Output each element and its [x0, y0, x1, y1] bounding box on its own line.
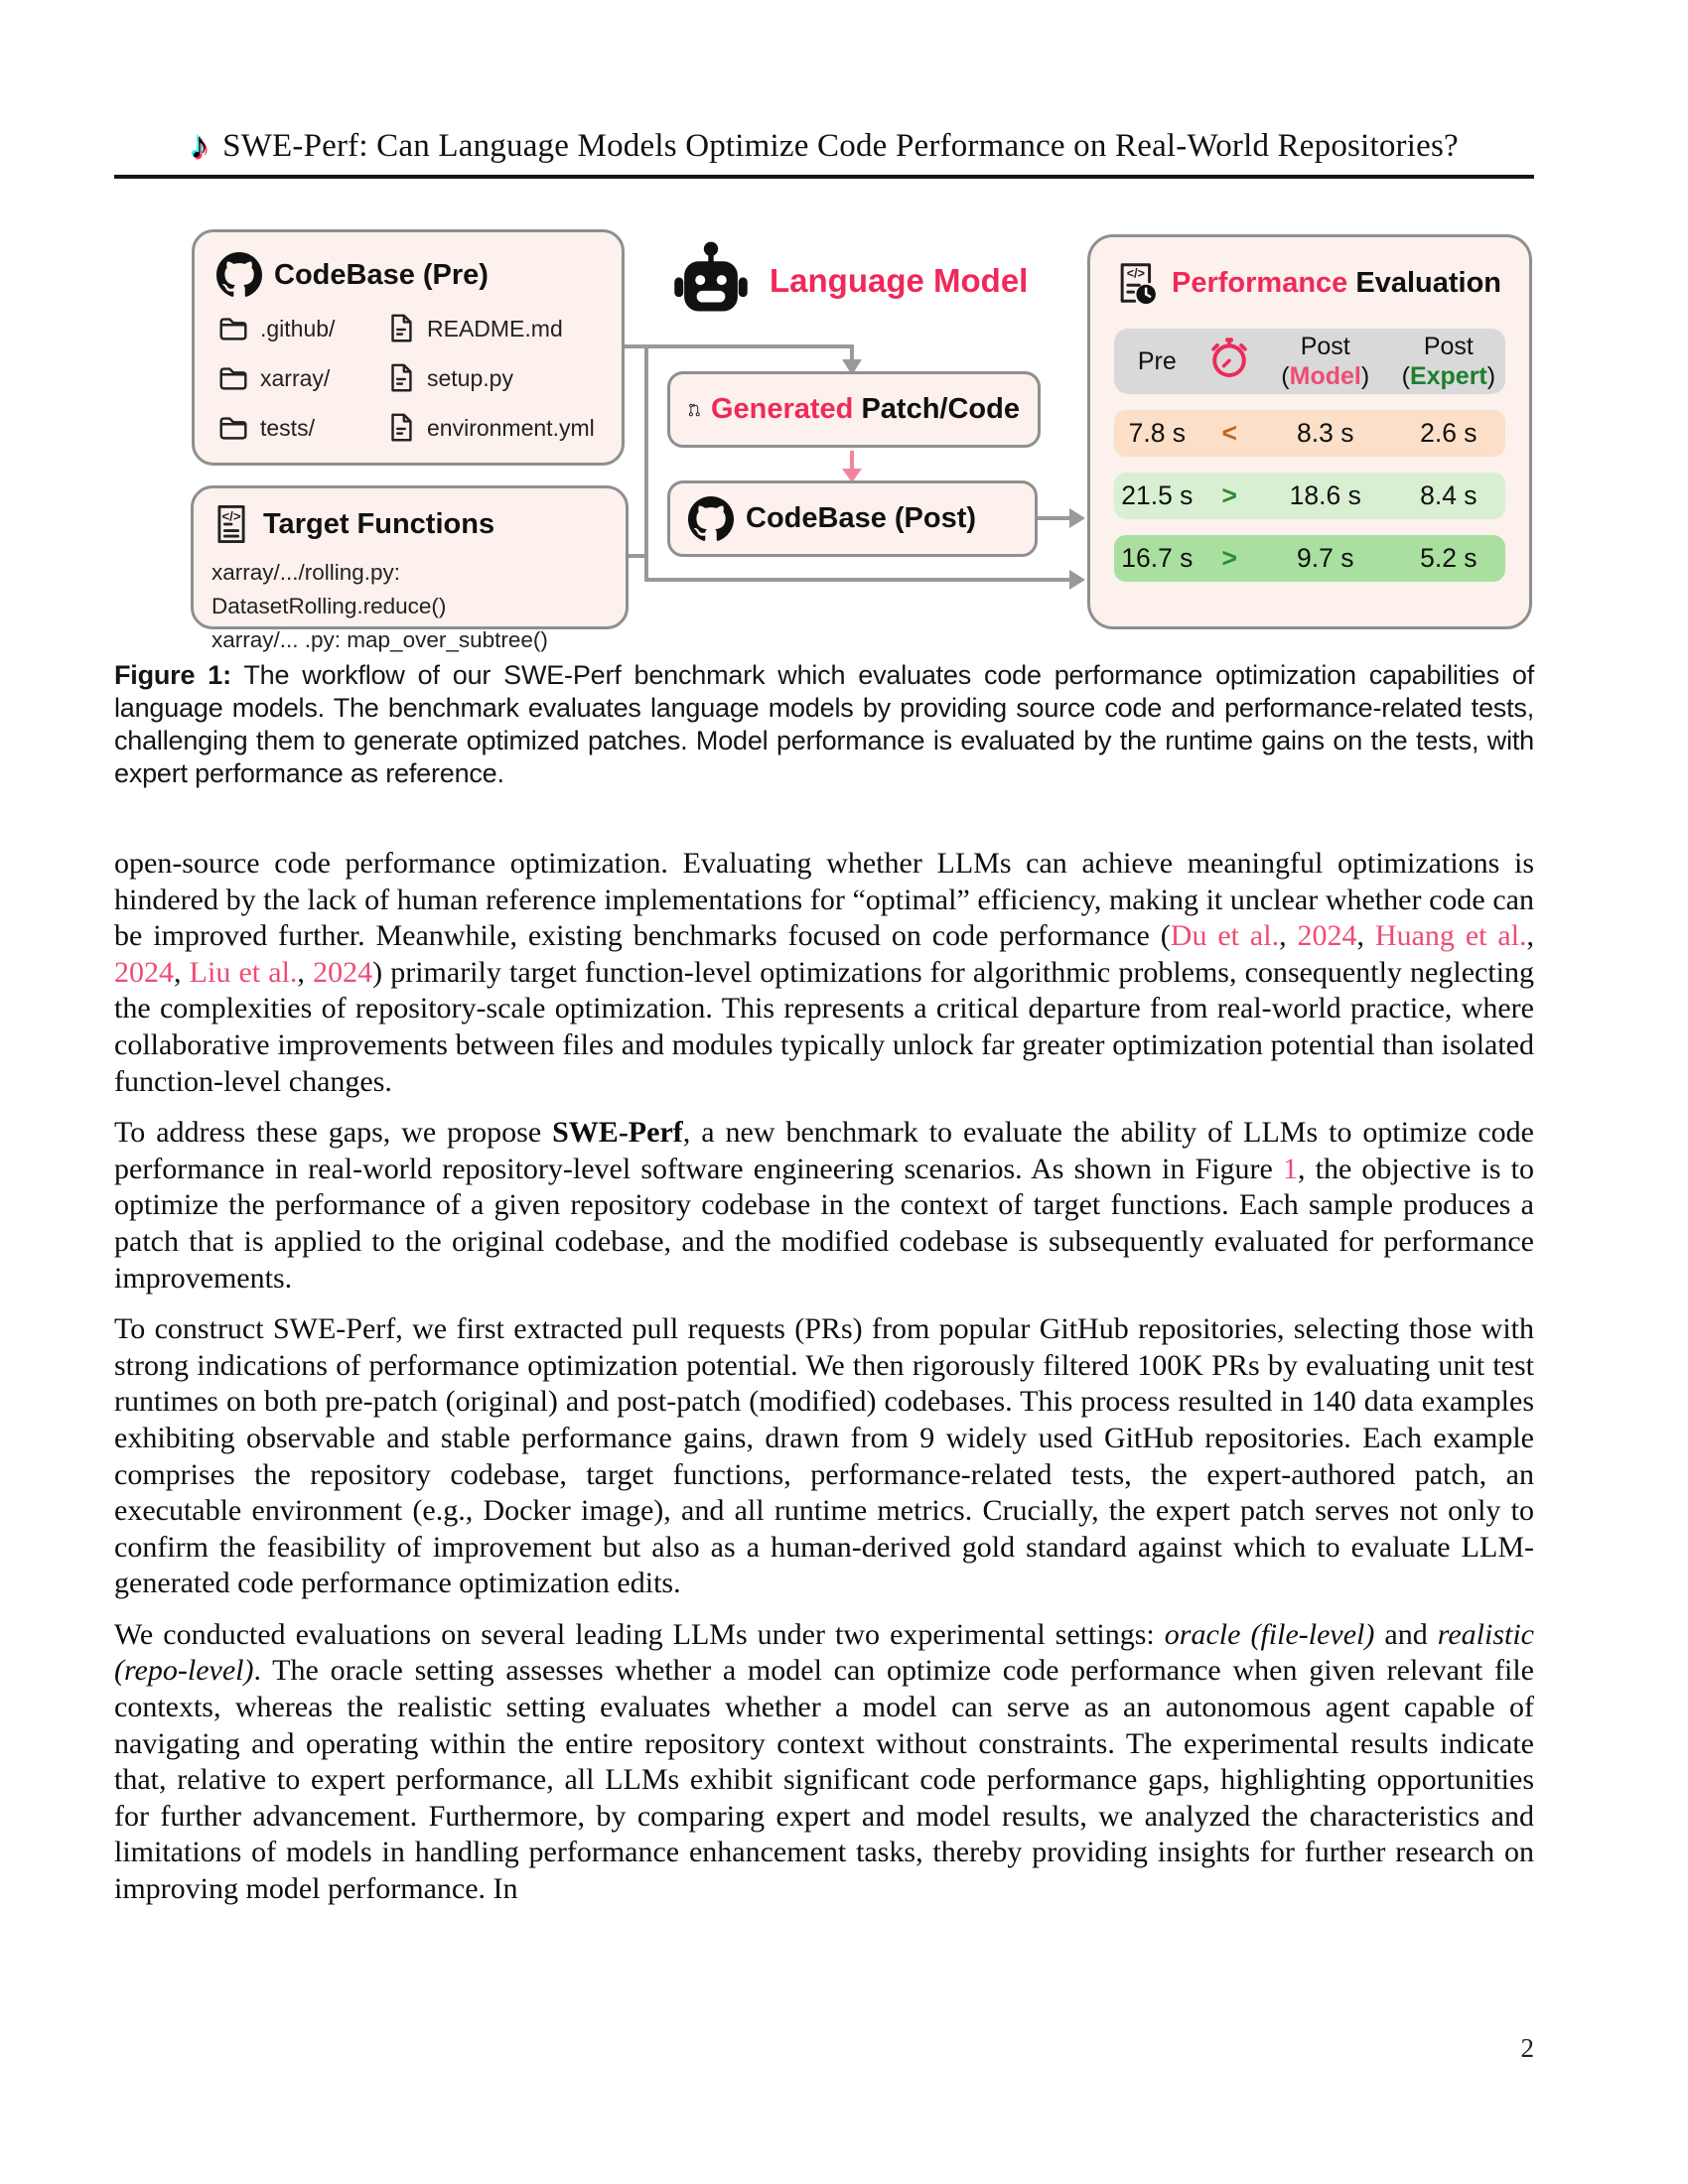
codebase-pre-title: CodeBase (Pre)	[274, 258, 489, 291]
header-pre: Pre	[1137, 346, 1177, 375]
paper-title: SWE-Perf: Can Language Models Optimize Code Performance on Real-World Repositories?	[222, 127, 1459, 164]
paper-header	[114, 127, 1534, 179]
pre-runtime: 7.8 s	[1128, 418, 1187, 448]
text-segment: , the objective is to optimize the performance of a given repository codebase in the context of target functions. Each sample produces a patch that is applied to the original codebase, and the modified codebase is subsequently evaluated for performance improvements.	[114, 1152, 1535, 1295]
header-post-model: Post (Model)	[1281, 333, 1370, 390]
post-expert-runtime: 5.2 s	[1420, 543, 1477, 573]
language-model-label: Language Model	[770, 262, 1029, 299]
file-item	[385, 411, 600, 445]
svg-text:</>: </>	[221, 508, 241, 524]
text-segment: Expert	[1409, 362, 1487, 390]
text-segment: ,	[297, 955, 314, 989]
svg-text:</>: </>	[1126, 266, 1145, 281]
comparator: >	[1221, 480, 1237, 510]
perf-row-2	[1114, 473, 1505, 519]
codebase-post-title: CodeBase (Post)	[746, 502, 977, 534]
post-expert-runtime: 8.4 s	[1420, 480, 1477, 510]
figure-caption-label: Figure 1:	[114, 660, 231, 690]
text-segment: realistic (repo-level)	[114, 1617, 1534, 1688]
tiktok-note-icon: ♪	[190, 125, 210, 167]
citation-link[interactable]: Huang et al.	[1374, 919, 1527, 953]
title-rule	[114, 175, 1534, 179]
folder-item	[216, 312, 385, 345]
code-document-icon	[211, 502, 251, 546]
perf-row-3	[1114, 535, 1505, 582]
body-text	[114, 846, 1534, 1908]
text-segment: open-source code performance optimization. Evaluating whether LLMs can achieve meaningful optimizations is hindered by the lack of human reference implementations for “optimal” efficiency, making it unclear whether code can be improved further. Meanwhile, existing benchmarks focused on code performance (	[114, 847, 1534, 953]
git-pull-request-icon	[688, 385, 701, 435]
text-segment: We conducted evaluations on several leading LLMs under two experimental settings:	[114, 1617, 1165, 1651]
target-function-line: xarray/... .py: map_over_subtree()	[211, 627, 548, 652]
text-segment: . The oracle setting assesses whether a model can optimize code performance when given relevant file contexts, whereas the realistic setting evaluates whether a model can serve as an autonomous agent capable of navigating and operating within the entire repository context without constraints. The experimental results indicate that, relative to expert performance, all LLMs exhibit significant code performance gaps, highlighting opportunities for further advancement. Furthermore, by comparing expert and model results, we analyzed the characteristics and limitations of models in handling performance enhancement tasks, thereby providing insights for further research on improving model performance. In	[114, 1654, 1534, 1906]
codebase-post-box	[667, 480, 1038, 557]
perf-row-1	[1114, 410, 1505, 457]
text-segment: , a new benchmark to evaluate the ability of LLMs to optimize code performance in real-world repository-level software engineering scenarios. As shown in Figure	[114, 1116, 1534, 1185]
folder-label: tests/	[260, 414, 315, 441]
text-segment: ,	[1526, 919, 1535, 953]
figure-caption-text: The workflow of our SWE-Perf benchmark which evaluates code performance optimization capabilities of language models. The benchmark evaluates language models by providing source code and performance-related tests, challenging them to generate optimized patches. Model performance is evaluated by the runtime gains on the tests, with expert performance as reference.	[114, 660, 1534, 788]
figure-caption	[114, 659, 1534, 790]
pre-runtime: 16.7 s	[1121, 543, 1194, 573]
text-segment: and	[1374, 1617, 1438, 1651]
file-icon	[385, 411, 417, 445]
text-segment: )	[1486, 362, 1496, 390]
paragraph-4	[114, 1617, 1534, 1908]
text-segment: ,	[1279, 919, 1298, 953]
post-model-runtime: 18.6 s	[1289, 480, 1361, 510]
generated-patch-box	[667, 371, 1041, 448]
comparator: <	[1221, 418, 1237, 448]
file-icon	[385, 361, 417, 395]
citation-link[interactable]: 2024	[114, 955, 174, 989]
file-item	[385, 312, 600, 345]
post-model-runtime: 8.3 s	[1297, 418, 1354, 448]
citation-link[interactable]: 2024	[313, 955, 373, 989]
text-segment: oracle (file-level)	[1164, 1617, 1375, 1651]
post-expert-runtime: 2.6 s	[1420, 418, 1477, 448]
folder-label: xarray/	[260, 364, 331, 391]
folder-icon	[216, 361, 250, 395]
file-item	[385, 361, 600, 395]
github-icon	[216, 252, 262, 298]
paragraph-3	[114, 1311, 1534, 1602]
text-segment: To construct SWE-Perf, we first extracted pull requests (PRs) from popular GitHub repositories, selecting those with strong indications of performance optimization potential. We then rigorously filtered 100K PRs by evaluating unit test runtimes on both pre-patch (original) and post-patch (modified) codebases. This process resulted in 140 data examples exhibiting observable and stable performance gains, drawn from 9 widely used GitHub repositories. Each example comprises the repository codebase, target functions, performance-related tests, the expert-authored patch, an executable environment (e.g., Docker image), and all runtime metrics. Crucially, the expert patch serves not only to confirm the feasibility of improvement but also as a human-derived gold standard against which to evaluate LLM-generated code performance optimization edits.	[114, 1312, 1534, 1600]
header-post-expert: Post (Expert)	[1401, 333, 1496, 390]
text-segment: ,	[1356, 919, 1375, 953]
folder-icon	[216, 411, 250, 445]
performance-evaluation-title: Performance Evaluation	[1172, 266, 1502, 299]
codebase-pre-files	[216, 312, 600, 445]
perf-table-header	[1114, 329, 1505, 394]
target-function-line: xarray/.../rolling.py: DatasetRolling.reduce()	[211, 560, 447, 618]
stopwatch-icon	[1200, 336, 1259, 388]
text-segment: )	[1360, 362, 1370, 390]
figure-1	[114, 224, 1534, 652]
target-functions-box	[191, 485, 629, 652]
paper-page	[114, 0, 1534, 1923]
file-label: environment.yml	[427, 414, 595, 441]
codebase-pre-box	[192, 229, 625, 466]
comparator: >	[1221, 543, 1237, 573]
text-segment: (	[1281, 362, 1290, 390]
text-segment: To address these gaps, we propose	[114, 1116, 553, 1150]
citation-link[interactable]: Du et al.	[1170, 919, 1280, 953]
arrow-post-to-eval	[1069, 508, 1085, 528]
generated-patch-label: Generated Patch/Code	[710, 393, 1020, 425]
citation-link[interactable]: 1	[1283, 1152, 1298, 1185]
target-functions-title: Target Functions	[263, 507, 495, 540]
github-icon	[688, 496, 734, 542]
folder-icon	[216, 312, 250, 345]
robot-icon	[668, 238, 754, 324]
text-segment: Model	[1289, 362, 1361, 390]
text-segment: SWE-Perf	[552, 1116, 683, 1150]
file-icon	[385, 312, 417, 345]
text-segment: (	[1401, 362, 1410, 390]
folder-label: .github/	[260, 315, 336, 341]
file-label: setup.py	[427, 364, 513, 391]
text-segment: ) primarily target function-level optimizations for algorithmic problems, consequently neglecting the complexities of repository-scale optimization. This represents a critical departure from real-world practice, where collaborative improvements between files and modules typically unlock far greater optimization potential than isolated function-level changes.	[114, 955, 1535, 1098]
performance-evaluation-box	[1087, 234, 1532, 629]
arrow-target-to-eval	[1069, 570, 1085, 590]
folder-item	[216, 361, 385, 395]
language-model-header	[668, 238, 1028, 324]
page-number: 2	[1520, 2033, 1534, 2063]
file-label: README.md	[427, 315, 563, 341]
code-report-clock-icon	[1114, 259, 1160, 307]
citation-link[interactable]: Liu et al.	[189, 955, 298, 989]
citation-link[interactable]: 2024	[1297, 919, 1357, 953]
text-segment: ,	[174, 955, 190, 989]
paragraph-2	[114, 1115, 1534, 1297]
pre-runtime: 21.5 s	[1121, 480, 1194, 510]
paragraph-1	[114, 846, 1534, 1100]
post-model-runtime: 9.7 s	[1297, 543, 1354, 573]
folder-item	[216, 411, 385, 445]
